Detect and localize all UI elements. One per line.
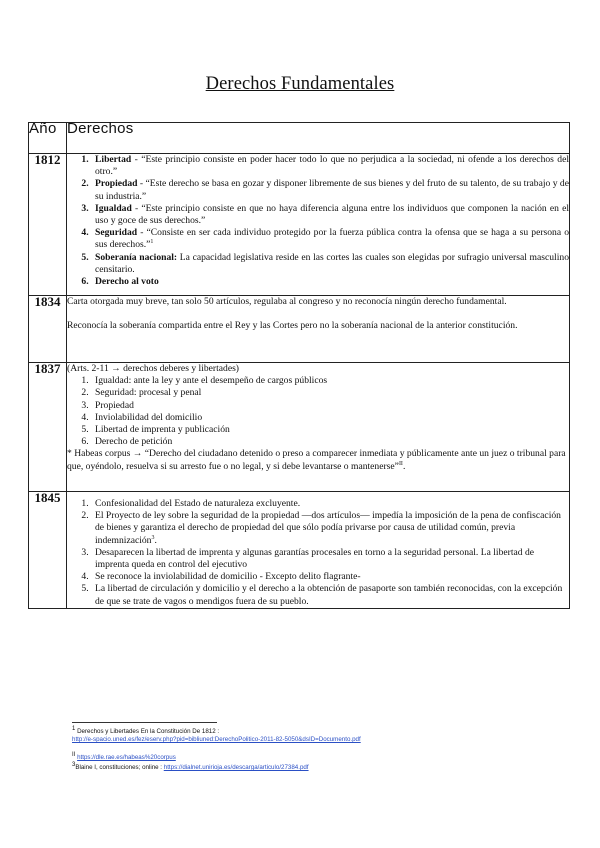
paragraph: Carta otorgada muy breve, tan solo 50 artículos, regulaba al congreso y no reconocía ningún derecho fundamental. xyxy=(67,296,507,307)
table-row xyxy=(29,154,570,296)
list-item: 1. Igualdad: ante la ley y ante el desempeño de cargos públicos xyxy=(91,375,569,387)
table-row xyxy=(29,296,570,363)
rights-list-1845 xyxy=(67,498,569,608)
list-item: 3. Desaparecen la libertad de imprenta y algunas garantías procesales en torno a la seguridad personal. La libertad de imprenta queda en control del ejecutivo xyxy=(91,547,569,571)
header-rights: Derechos xyxy=(67,123,570,154)
rights-cell xyxy=(67,154,570,296)
rights-list-1812 xyxy=(67,154,569,288)
footnote-link[interactable]: https://dle.rae.es/habeas%20corpus xyxy=(77,754,176,761)
intro-text: (Arts. 2-11 → derechos deberes y libertades) xyxy=(67,363,240,374)
rights-list-1837 xyxy=(67,375,569,448)
footnote-link[interactable]: http://e-spacio.uned.es/fez/eserv.php?pid=bibliuned:DerechoPolitico-2011-82-5050&dsID=Documento.pdf xyxy=(72,736,361,743)
page-title: Derechos Fundamentales xyxy=(205,74,395,94)
year-cell: 1834 xyxy=(29,296,67,363)
table-row xyxy=(29,363,570,492)
habeas-corpus-note: * Habeas corpus → “Derecho del ciudadano detenido o preso a comparecer inmediata y públicamente ante un juez o tribunal para que, oyéndolo, resuelva si su arresto fue o no legal, y si debe levantarse o mantenerse”$^{II}$. xyxy=(67,448,566,472)
footnote-2: $^{II}$ https://dle.rae.es/habeas%20corpus xyxy=(72,751,176,761)
list-item: 1. Confesionalidad del Estado de naturaleza excluyente. xyxy=(91,498,569,510)
list-item: 3. Propiedad xyxy=(91,400,569,412)
list-item: 6. Derecho de petición xyxy=(91,436,569,448)
footnote-ref[interactable]: 1 xyxy=(150,239,154,246)
list-item: 6. Derecho al voto xyxy=(91,276,569,288)
list-item: 5. La libertad de circulación y domicilio y el derecho a la obtención de pasaporte son también reconocidas, con la excepción de que se trate de vagos o mendigos fuera de su pueblo. xyxy=(91,583,569,607)
list-item: 1. Libertad - “Este principio consiste en poder hacer todo lo que no perjudica a la sociedad, ni ofende a los derechos del otro.” xyxy=(91,154,569,178)
header-year: Año xyxy=(29,123,67,154)
footnote-ref[interactable]: II xyxy=(398,460,403,467)
footnote-ref[interactable]: 3 xyxy=(151,534,155,541)
year-cell: 1812 xyxy=(29,154,67,296)
rights-cell xyxy=(67,492,570,609)
footnote-link[interactable]: https://dialnet.unirioja.es/descarga/articulo/27384.pdf xyxy=(163,764,309,771)
year-cell: 1845 xyxy=(29,492,67,609)
list-item: 4. Seguridad - “Consiste en ser cada individuo protegido por la fuerza pública contra la ofensa que se haga a su persona o sus derechos.”$^1$ xyxy=(91,227,569,251)
list-item: 2. Seguridad: procesal y penal xyxy=(91,387,569,399)
list-item: 3. Igualdad - “Este principio consiste en que no haya diferencia alguna entre los individuos que componen la nación en el uso y goce de sus derechos.” xyxy=(91,203,569,227)
list-item: 4. Inviolabilidad del domicilio xyxy=(91,412,569,424)
rights-table xyxy=(28,122,570,609)
list-item: 5. Soberanía nacional: La capacidad legislativa reside en las cortes las cuales son elegidas por sufragio universal masculino censitario. xyxy=(91,252,569,276)
table-row xyxy=(29,492,570,609)
list-item: 2. Propiedad - “Este derecho se basa en gozar y disponer libremente de sus bienes y del fruto de su talento, de su trabajo y de su industria.” xyxy=(91,178,569,202)
list-item: 2. El Proyecto de ley sobre la seguridad de la propiedad —dos artículos— impedía la imposición de la pena de confiscación de bienes y garantiza el derecho de propiedad del que sólo podía privarse por causa de utilidad común, previa indemnización$^3$. xyxy=(91,510,569,547)
footnote-3: $^3$Blaine I, constituciones; online : https://dialnet.unirioja.es/descarga/articulo/27384.pdf xyxy=(72,761,309,771)
footnote-divider xyxy=(72,722,217,723)
table-header-row xyxy=(29,123,570,154)
footnote-1: $^1$ Derechos y Libertades En la Constitución De 1812 : http://e-spacio.uned.es/fez/eserv.php?pid=bibliuned:DerechoPolitico-2011-82-5050&dsID=Documento.pdf xyxy=(72,725,361,743)
list-item: 5. Libertad de imprenta y publicación xyxy=(91,424,569,436)
rights-cell xyxy=(67,296,570,363)
paragraph: Reconocía la soberanía compartida entre el Rey y las Cortes pero no la soberanía nacional de la anterior constitución. xyxy=(67,320,518,332)
rights-cell xyxy=(67,363,570,492)
year-cell: 1837 xyxy=(29,363,67,492)
list-item: 4. Se reconoce la inviolabilidad de domicilio - Excepto delito flagrante- xyxy=(91,571,569,583)
